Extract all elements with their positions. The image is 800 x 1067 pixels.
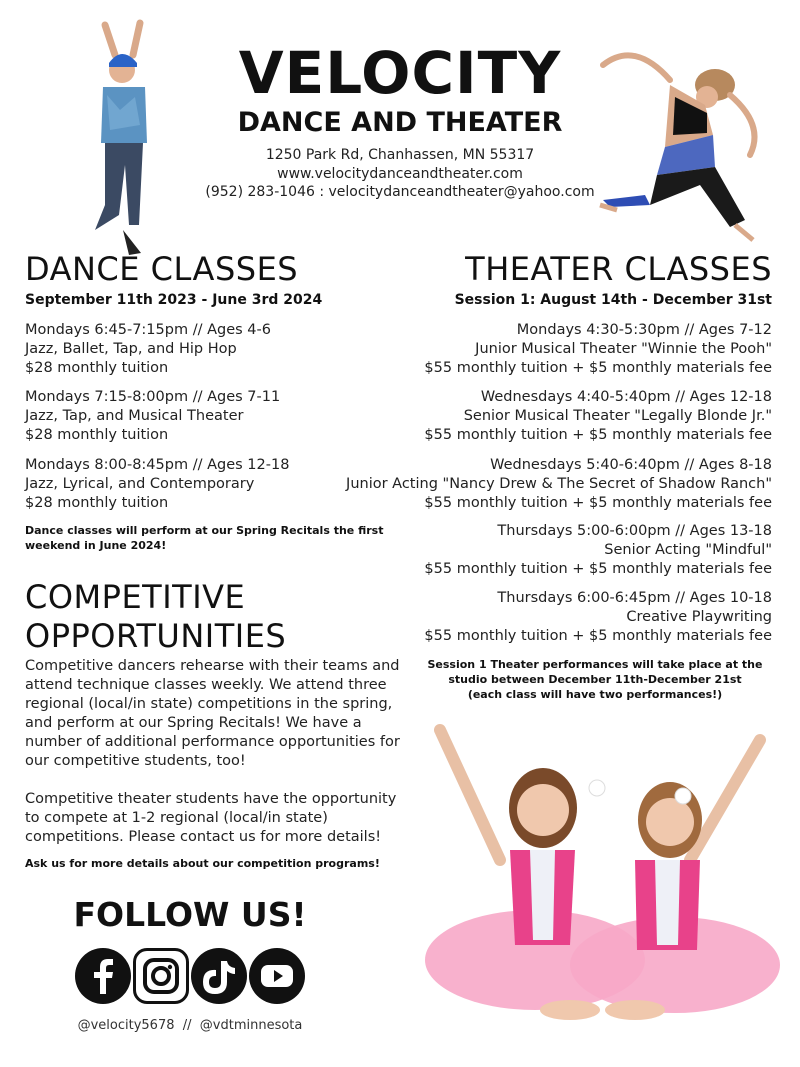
competitive-title-line2: OPPORTUNITIES	[25, 617, 287, 655]
competitive-note: Ask us for more details about our competition programs!	[25, 857, 380, 870]
class-price: $55 monthly tuition + $5 monthly materials fee	[424, 360, 772, 376]
theater-class-item	[424, 522, 772, 579]
youtube-icon[interactable]	[249, 948, 305, 1004]
theater-note	[415, 657, 775, 702]
address: 1250 Park Rd, Chanhassen, MN 55317	[265, 147, 535, 163]
phone-email: (952) 283-1046 : velocitydanceandtheater@yahoo.com	[205, 184, 595, 200]
note-line: Dance classes will perform at our Spring Recitals the first	[25, 524, 384, 537]
note-line: (each class will have two performances!)	[467, 688, 723, 701]
note-line: Session 1 Theater performances will take place at the	[427, 658, 763, 671]
competitive-paragraph: Competitive theater students have the opportunity to compete at 1-2 regional (local/in state) competitions. Please contact us for more details!	[25, 791, 397, 845]
class-styles: Jazz, Lyrical, and Contemporary	[25, 476, 255, 492]
class-price: $55 monthly tuition + $5 monthly materials fee	[424, 628, 772, 644]
class-time: Thursdays 6:00-6:45pm // Ages 10-18	[497, 590, 772, 606]
dance-class-item	[25, 456, 289, 513]
class-name: Junior Musical Theater "Winnie the Pooh"	[475, 341, 772, 357]
class-price: $55 monthly tuition + $5 monthly materials fee	[424, 495, 772, 511]
theater-class-item	[424, 321, 772, 378]
note-line: weekend in June 2024!	[25, 539, 167, 552]
dance-class-item	[25, 321, 271, 378]
social-handles: @velocity5678 // @vdtminnesota	[77, 1018, 303, 1033]
girls-dancers-photo	[425, 710, 780, 1030]
brand-name: VELOCITY	[238, 39, 562, 107]
website-link[interactable]: www.velocitydanceandtheater.com	[277, 166, 523, 182]
class-price: $28 monthly tuition	[25, 427, 169, 443]
class-time: Wednesdays 4:40-5:40pm // Ages 12-18	[480, 389, 772, 405]
note-line: studio between December 11th-December 21st	[448, 673, 742, 686]
class-time: Thursdays 5:00-6:00pm // Ages 13-18	[497, 523, 772, 539]
theater-classes-title: THEATER CLASSES	[465, 250, 772, 288]
follow-us-title: FOLLOW US!	[73, 895, 307, 934]
dance-class-item	[25, 388, 280, 445]
competitive-body	[25, 657, 410, 847]
class-price: $28 monthly tuition	[25, 495, 169, 511]
theater-session: Session 1: August 14th - December 31st	[454, 292, 772, 308]
class-time: Mondays 8:00-8:45pm // Ages 12-18	[25, 457, 290, 473]
class-styles: Jazz, Tap, and Musical Theater	[25, 408, 244, 424]
tiktok-icon[interactable]	[191, 948, 247, 1004]
class-name: Senior Musical Theater "Legally Blonde Jr."	[463, 408, 772, 424]
class-time: Mondays 6:45-7:15pm // Ages 4-6	[25, 322, 271, 338]
facebook-icon[interactable]	[75, 948, 131, 1004]
class-name: Junior Acting "Nancy Drew & The Secret of Shadow Ranch"	[346, 476, 772, 492]
dance-dates: September 11th 2023 - June 3rd 2024	[25, 292, 323, 308]
instagram-icon[interactable]	[133, 948, 189, 1004]
class-price: $55 monthly tuition + $5 monthly materials fee	[424, 561, 772, 577]
class-time: Wednesdays 5:40-6:40pm // Ages 8-18	[490, 457, 772, 473]
class-name: Senior Acting "Mindful"	[604, 542, 772, 558]
class-styles: Jazz, Ballet, Tap, and Hip Hop	[25, 341, 237, 357]
theater-class-item	[424, 388, 772, 445]
theater-class-item	[346, 456, 772, 513]
class-time: Mondays 4:30-5:30pm // Ages 7-12	[516, 322, 772, 338]
dance-note	[25, 523, 383, 553]
dance-classes-title: DANCE CLASSES	[25, 250, 299, 288]
class-price: $28 monthly tuition	[25, 360, 169, 376]
competitive-paragraph: Competitive dancers rehearse with their teams and attend technique classes weekly. We attend three regional (local/in state) competitions in the spring, and perform at our Spring Recitals! We have a number of additional performance opportunities for our competitive students, too!	[25, 658, 400, 769]
class-price: $55 monthly tuition + $5 monthly materials fee	[424, 427, 772, 443]
class-time: Mondays 7:15-8:00pm // Ages 7-11	[25, 389, 281, 405]
theater-class-item	[424, 589, 772, 646]
competitive-title-line1: COMPETITIVE	[25, 578, 246, 616]
class-name: Creative Playwriting	[626, 609, 772, 625]
brand-subtitle: DANCE AND THEATER	[237, 107, 563, 138]
